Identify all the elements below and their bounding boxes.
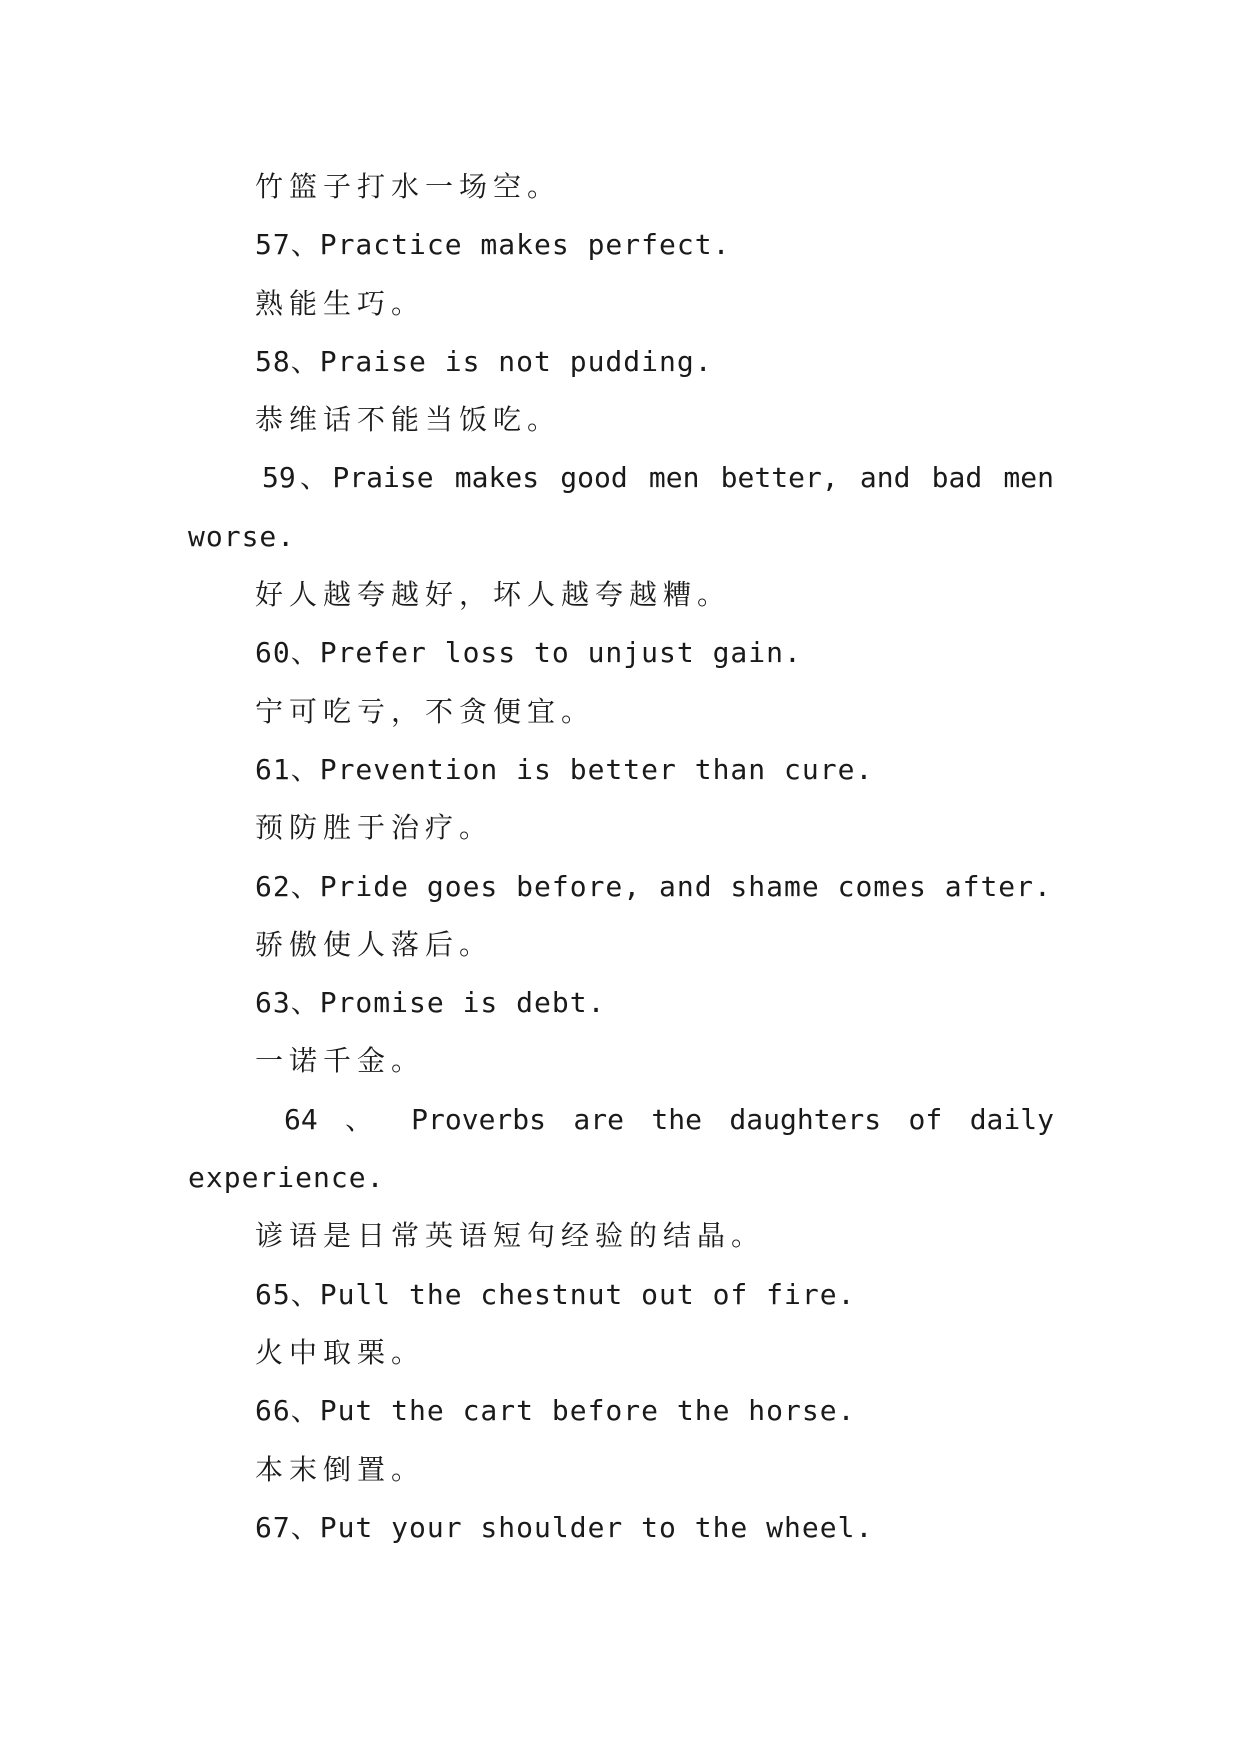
translation-line: 竹篮子打水一场空。: [255, 170, 562, 203]
translation-line: 熟能生巧。: [255, 286, 426, 320]
translation-line: 骄傲使人落后。: [255, 927, 494, 961]
translation-line: 谚语是日常英语短句经验的结晶。: [255, 1219, 766, 1253]
translation-line: 好人越夸越好，坏人越夸越糟。: [255, 578, 732, 612]
proverb-list: [188, 158, 1054, 1557]
proverb-line: 62、Pride goes before, and shame comes after.: [255, 869, 1052, 903]
proverb-line: 57、Practice makes perfect.: [255, 228, 731, 262]
translation-line: 宁可吃亏，不贪便宜。: [255, 694, 596, 728]
proverb-line: 60、Prefer loss to unjust gain.: [255, 636, 802, 670]
proverb-line: 64 、 Proverbs are the daughters of daily: [284, 1102, 1054, 1136]
proverb-line: 66、Put the cart before the horse.: [255, 1394, 856, 1428]
proverb-line: 65、Pull the chestnut out of fire.: [255, 1277, 856, 1311]
translation-line: 预防胜于治疗。: [255, 811, 494, 845]
translation-line: 一诺千金。: [255, 1044, 426, 1078]
proverb-line-continuation: experience.: [188, 1161, 385, 1195]
proverb-line: 59、Praise makes good men better, and bad men: [262, 461, 1054, 495]
proverb-line: 58、Praise is not pudding.: [255, 344, 713, 378]
proverb-line: 63、Promise is debt.: [255, 986, 606, 1020]
translation-line: 火中取栗。: [255, 1335, 426, 1369]
proverb-line: 61、Prevention is better than cure.: [255, 752, 874, 786]
proverb-line: 67、Put your shoulder to the wheel.: [255, 1510, 874, 1544]
translation-line: 本末倒置。: [255, 1452, 426, 1486]
translation-line: 恭维话不能当饭吃。: [255, 403, 562, 437]
proverb-line-continuation: worse.: [188, 519, 296, 553]
